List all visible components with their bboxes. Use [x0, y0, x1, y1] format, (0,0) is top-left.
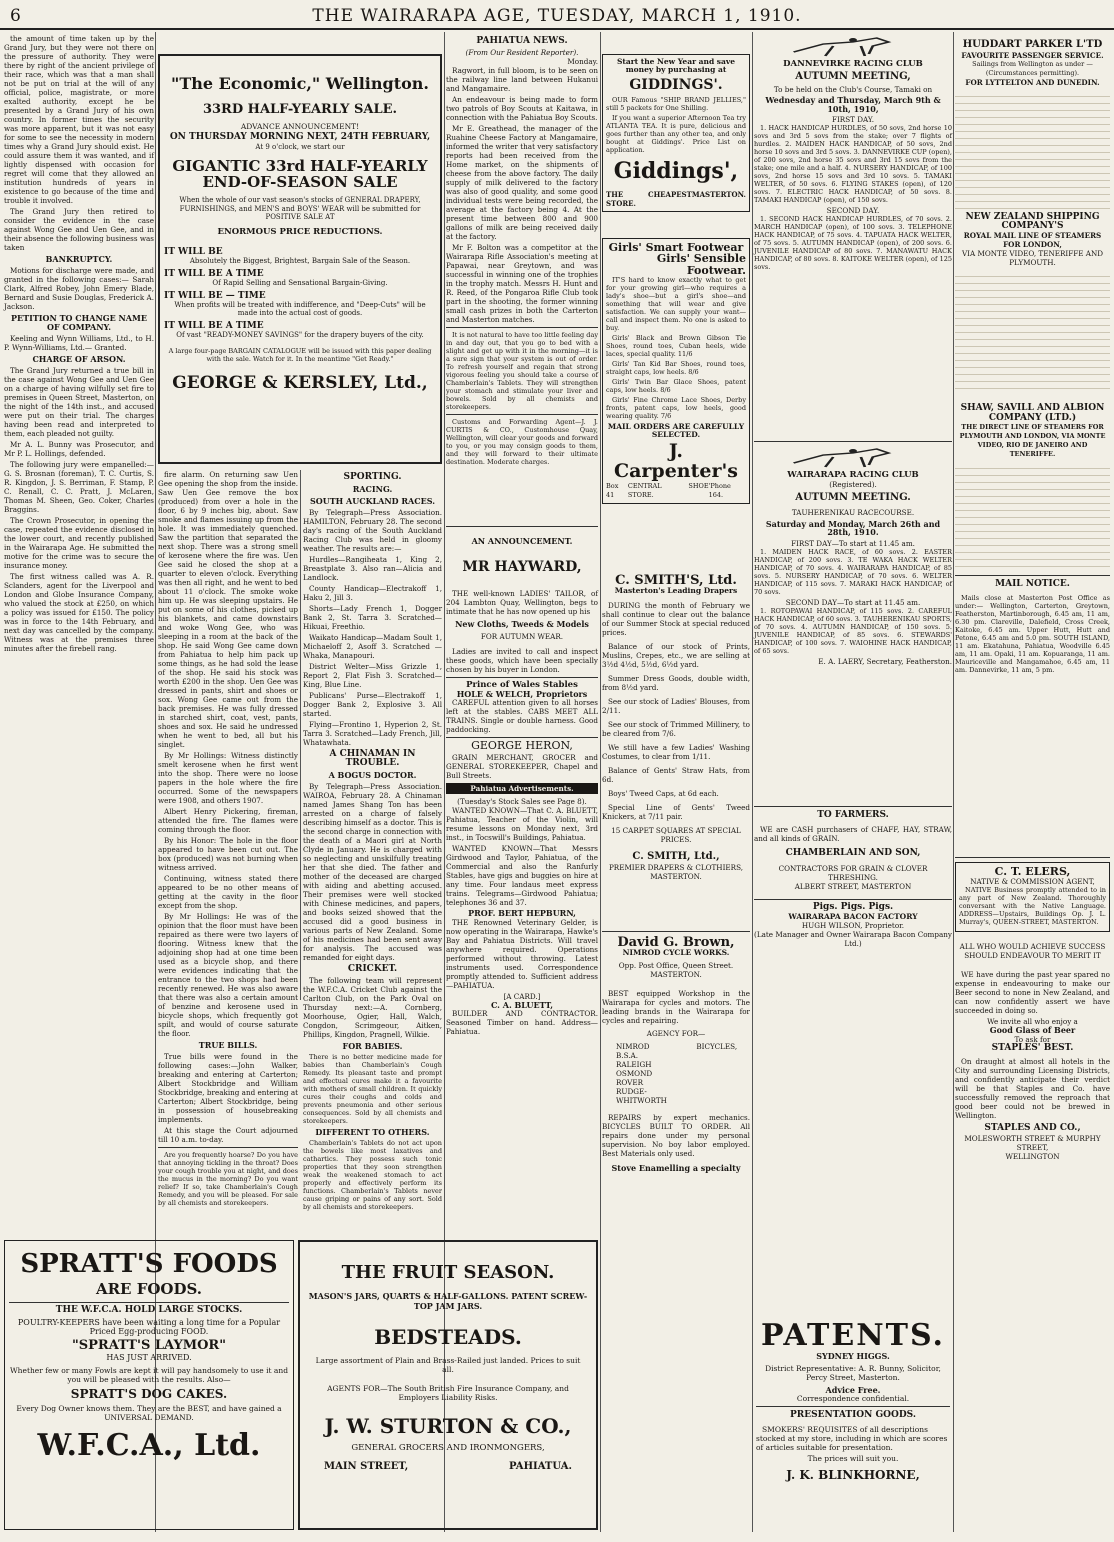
- ad-product: SPRATT'S DOG CAKES.: [70, 1387, 228, 1402]
- ad-firm-name: STAPLES AND CO.,: [984, 1123, 1081, 1134]
- racing-column: [754, 34, 952, 1534]
- tablets-ad: It is not natural to have too little feeling day in and day out, that you go to bed with a slight and get up with it in the morning—it is a sure sign that your system is out of order. To refresh yourself and regain that strong vigorous feeling you should take a course of Chamberlain's Tablets. They will strengthen your stomach and stimulate your liver and bowels. Sold by all chemists and storekeepers.: [446, 331, 598, 411]
- ad-subheadline: ARE FOODS.: [95, 1280, 203, 1299]
- ad-text: THE CHEAPEST STORE.: [606, 189, 692, 208]
- ad-text: REPAIRS by expert mechanics. BICYCLES BUILT TO ORDER. All repairs done under my personal supervision. No boy labor employed. Best Materials only used.: [602, 1113, 750, 1159]
- column-rule: [953, 32, 954, 1532]
- article-paragraph: By Mr Hollings: Witness distinctly smelt kerosene when he first went into the shop. There were no loose papers in the hole where the fire occurred. Some of the newspapers were 1908, and others 1907.: [158, 751, 298, 805]
- ad-text: NIMROD CYCLE WORKS.: [622, 948, 730, 958]
- ad-text: SECOND DAY.: [826, 206, 880, 216]
- brand-list: [616, 1042, 696, 1105]
- mail-notice: Mails close at Masterton Post Office as under:— Wellington, Carterton, Greytown, Featherston, Martinborough, 6.45 am, 11 am, 6.30 pm. Clareville, Dalefield, Cross Creek, Kaitoke, 6.45 am. Upper Hutt, Hutt and Petone, 6.45 am and 5.0 pm. SOUTH ISLAND, 11 am. Ekatahuna, Pahiatua, Woodville 6.45 am, 11 am. Opaki, 11 am. Kopuaranga, 11 am. Mauriceville and Mangamahoe, 6.45 am, 11 am. Dannevirke, 11 am, 5 pm.: [955, 593, 1110, 674]
- ad-text: GENERAL GROCERS AND IRONMONGERS,: [351, 1442, 545, 1453]
- ad-text: Opp. Post Office, Queen Street. MASTERTON.: [618, 961, 734, 980]
- ad-text: Of Rapid Selling and Sensational Bargain-Giving.: [212, 278, 388, 287]
- article-paragraph: District Welter—Miss Grizzle 1, Report 2, Flat Fish 3. Scratched—King, Blue Line.: [303, 662, 442, 689]
- ad-text: ADVANCE ANNOUNCEMENT!: [240, 122, 360, 132]
- ad-text: The prices will suit you.: [807, 1453, 899, 1463]
- ad-text: PREMIER DRAPERS & CLOTHIERS, MASTERTON.: [608, 862, 744, 881]
- ad-text: (Registered).: [829, 480, 877, 490]
- ad-text: New Cloths, Tweeds & Models: [455, 618, 589, 629]
- article-paragraph: Flying—Frontino 1, Hyperion 2, St. Tarra 3. Scratched—Lady French, Jill, Whatawhata.: [303, 720, 442, 747]
- ad-text: Balance of our stock of Prints, Muslins, Crepes, etc., we are selling at 3½d 4½d, 5½d, 6½d yard.: [602, 642, 750, 670]
- section-heading: CHARGE OF ARSON.: [32, 354, 126, 364]
- brand-item: ROVER: [616, 1078, 644, 1088]
- article-paragraph: At this stage the Court adjourned till 10 a.m. to-day.: [158, 1126, 298, 1144]
- ad-text: THE DIRECT LINE OF STEAMERS FOR PLYMOUTH AND LONDON, VIA MONTE VIDEO, RIO DE JANEIRO AND TENERIFFE.: [959, 423, 1106, 459]
- section-heading: FOR BABIES.: [342, 1041, 403, 1051]
- ad-text: Girls' Tan Kid Bar Shoes, round toes, straight caps, low heels. 8/6: [606, 360, 746, 377]
- ad-text: 15 CARPET SQUARES AT SPECIAL PRICES.: [611, 826, 741, 845]
- ad-firm-name: J. K. BLINKHORNE,: [786, 1467, 920, 1482]
- ad-headline: SPRATT'S FOODS: [20, 1249, 278, 1279]
- section-heading: RACING.: [352, 484, 393, 494]
- ad-headline: Pigs. Pigs. Pigs.: [812, 902, 894, 913]
- ad-date: Saturday and Monday, March 26th and 28th, 1910.: [765, 518, 941, 538]
- ad-address: MAIN STREET,: [324, 1460, 409, 1472]
- brand-item: NIMROD: [616, 1042, 650, 1052]
- ad-text: WE are CASH purchasers of CHAFF, HAY, STRAW, and all kinds of GRAIN.: [754, 824, 952, 843]
- ad-text: DURING the month of February we shall continue to clear out the balance of our Summer Stock at special reduced prices.: [602, 601, 750, 638]
- ad-text: ENORMOUS PRICE REDUCTIONS.: [217, 226, 383, 237]
- ad-product: STAPLES' BEST.: [991, 1042, 1074, 1053]
- section-heading: SOUTH AUCKLAND RACES.: [310, 496, 435, 506]
- ad-text: We still have a few Ladies' Washing Costumes, to clear from 1/11.: [602, 743, 750, 762]
- ad-text: THE Renowned Veterinary Gelder, is now operating in the Wairarapa, Hawke's Bay and Pahiatua Districts. Will travel anywhere required. Operations performed without throwing. Latest instruments used. Correspondence promptly attended to. Sufficient address—PAHIATUA.: [446, 917, 598, 990]
- article-paragraph: Motions for discharge were made, and granted in the following cases:— Sarah Clark, Alfred Robey, John Emery Blade, Bernard and Susie Douglas, Frederick A. Jackson.: [4, 266, 154, 311]
- ad-heading: AN ANNOUNCEMENT.: [471, 536, 573, 546]
- ad-text: POULTRY-KEEPERS have been waiting a long time for a Popular Priced Egg-producing FOOD.: [17, 1318, 281, 1337]
- ad-firm-name: C. SMITH'S, Ltd.: [615, 572, 737, 588]
- ad-text: HAS JUST ARRIVED.: [106, 1353, 192, 1363]
- ad-subheadline: 33RD HALF-YEARLY SALE.: [202, 101, 398, 117]
- ad-text: E. A. LAERY, Secretary, Featherston.: [818, 657, 952, 667]
- ad-text: BEST equipped Workshop in the Wairarapa for cycles and motors. The leading brands in the Wairarapa for cycles and repairing.: [602, 989, 750, 1026]
- ad-text: NATIVE & COMMISSION AGENT,: [970, 877, 1095, 887]
- ad-text: IT'S hard to know exactly what to get for your growing girl—who requires a lady's shoe—but a girl's shoe—and something that will wear and give satisfaction. We can supply your want—call and inspect them. No one is asked to buy.: [606, 276, 746, 333]
- section-heading: DIFFERENT TO OTHERS.: [315, 1127, 430, 1137]
- article-paragraph: The Grand Jury then retired to consider the evidence in the case against Wong Gee and Uen Gee, and in their absence the following business was taken: [4, 207, 154, 252]
- cough-remedy-ad: Are you frequently hoarse? Do you have that annoying tickling in the throat? Does your cough trouble you at night, and does the mucus in the morning? Do you want relief? If so, take Chamberlain's Cough Remedy, and you will be pleased. For sale by all chemists and storekeepers.: [158, 1151, 298, 1207]
- court-report-continued: [158, 470, 298, 1207]
- race-list: 1. SECOND HACK HANDICAP HURDLES, of 70 sovs. 2. MARCH HANDICAP (open), of 100 sovs. 3. TELEPHONE HACK HANDICAP, of 75 sovs. 4. TAPUATA HACK WELTER, of 75 sovs. 5. AUTUMN HANDICAP (open), of 200 sovs. 6. JUVENILE HANDICAP of 80 sovs. 7. MANAWATU HACK HANDICAP, of 80 sovs. 8. KAITOKE WELTER (open), of 125 sovs.: [754, 215, 952, 272]
- ad-text: When the whole of our vast season's stocks of GENERAL DRAPERY, FURNISHINGS, and MEN'S and BOYS' WEAR will be submitted for POSITIVE SALE AT: [179, 196, 421, 222]
- wanted-ad: WANTED KNOWN—That C. A. BLUETT, Pahiatua, Teacher of the Violin, will resume lessons on Monday next, 3rd inst., in Tocswill's Buildings, Pahiatua.: [446, 806, 598, 843]
- ad-firm-name: SYDNEY HIGGS.: [816, 1350, 890, 1361]
- ad-firm-name: PROF. BERT HEPBURN,: [468, 908, 576, 919]
- ad-text: CENTRAL SHOE STORE.: [627, 481, 709, 499]
- section-banner: Pahiatua Advertisements.: [446, 783, 598, 794]
- ad-text: ALBERT STREET, MASTERTON: [794, 882, 912, 892]
- ad-text: Box 41: [606, 481, 619, 499]
- article-paragraph: By Telegraph—Press Association. WAIROA, February 28. A Chinaman named James Shang Ton has been arrested on a charge of falsely describing himself as a doctor. This is the second charge in connection with the death of a Maori girl at North Clyde in January. He is charged with so neglecting and unskilfully treating her that she died. The father and mother of the deceased are charged with aiding and abetting accused. Their premises were well stocked with Chinese medicines, and papers, and books seized showed that the accused did a good business in various parts of New Zealand. Some of his medicines had been sent away for analysis. The accused was remanded for eight days.: [303, 782, 442, 962]
- ad-headline: HUDDART PARKER L'TD: [962, 39, 1103, 50]
- ad-text: MAIL ORDERS ARE CAREFULLY SELECTED.: [607, 422, 745, 440]
- ad-headline: AUTUMN MEETING.: [795, 492, 911, 504]
- article-paragraph: The Grand Jury returned a true bill in the case against Wong Gee and Uen Gee on a charge of having wilfully set fire to premises in Queen Street, Masterton, on the night of the 14th inst., and accused were put on their trial. The charges having been read and interpreted to them, each pleaded not guilty.: [4, 366, 154, 438]
- ad-text: FOR AUTUMN WEAR.: [480, 632, 564, 642]
- drapery-column: [602, 34, 750, 1534]
- ad-text: MASTERTON.: [691, 189, 746, 199]
- ad-headline: DANNEVIRKE RACING CLUB: [783, 59, 923, 69]
- ad-text: (Late Manager and Owner Wairarapa Bacon Company Ltd.): [754, 929, 952, 948]
- column-rule: [300, 470, 301, 1000]
- article-paragraph: the amount of time taken up by the Grand Jury, but they were not there on the pressure of authority. They were there by right of the ancient privilege of their race, which was that a man shall not be put on trial at the will of any official, police, magistrate, or more exalted authority, except he be presented by a Grand Jury of his own country. In former times the security was more apparent, but it was not easy for some to see the necessity in modern times why a Grand Jury should exist. He could assure them it was wanted, and if lightly dispensed with occasion for regret will come that they allowed an institution hundreds of years in existence to go because of the time and trouble it involved.: [4, 34, 154, 205]
- ad-firm-name: David G. Brown,: [617, 934, 735, 950]
- article-paragraph: Keeling and Wynn Williams, Ltd., to H. P. Wynn-Williams, Ltd.— Granted.: [4, 334, 154, 352]
- ad-firm-name: C. A. BLUETT,: [490, 999, 554, 1010]
- ad-firm-name: C. T. ELERS,: [994, 864, 1071, 878]
- article-paragraph: The following team will represent the W.F.C.A. Cricket Club against the Carlton Club, on the Park Oval on Thursday next:—A. Cornberg, Moorhouse, Ogier, Hall, Walch, Congdon, Scrimgeour, Aitken, Phillips, Kingdon, Pragnell, Wilkie.: [303, 976, 442, 1039]
- ad-text: AGENTS FOR—The South British Fire Insurance Company, and Employers Liability Risks.: [327, 1383, 569, 1402]
- economic-sale-advertisement: [158, 54, 442, 464]
- ad-headline: PRESENTATION GOODS.: [790, 1410, 916, 1421]
- article-paragraph: Shorts—Lady French 1, Dogger Bank 2, St. Tarra 3. Scratched—Hikuai, Freethio.: [303, 604, 442, 631]
- ad-heading: Prince of Wales Stables: [466, 680, 578, 691]
- steamer-table: [955, 270, 1110, 390]
- article-paragraph: Waikato Handicap—Madam Soult 1, Michaeloff 2, Asoff 3. Scratched —Whaka, Manapouri.: [303, 633, 442, 660]
- ad-text: See our stock of Ladies' Blouses, from 2/11.: [602, 697, 750, 716]
- article-paragraph: By Telegraph—Press Association. HAMILTON, February 28. The second day's racing of the South Auckland Racing Club was held in gloomy weather. The results are:—: [303, 508, 442, 553]
- article-paragraph: The Crown Prosecutor, in opening the case, repeated the evidence disclosed in the lower court, and recently published in the Wairarapa Age. He submitted the motive for the crime was to secure the insurance money.: [4, 516, 154, 570]
- section-heading: SPORTING.: [343, 472, 402, 482]
- ad-text: MASON'S JARS, QUARTS & HALF-GALLONS. PATENT SCREW-TOP JAM JARS.: [308, 1290, 588, 1311]
- ad-text: FIRST DAY.: [831, 115, 874, 125]
- ad-text: OUR Famous "SHIP BRAND JELLIES," still 5 packets for One Shilling.: [606, 96, 746, 113]
- ad-text: FAVOURITE PASSENGER SERVICE.: [961, 50, 1104, 60]
- ad-text: CAREFUL attention given to all horses left at the stables. CABS MEET ALL TRAINS. Single or double harness. Good paddocking.: [446, 698, 598, 735]
- ad-headline: END-OF-SEASON SALE: [202, 172, 398, 191]
- brand-item: RALEIGH: [616, 1060, 652, 1070]
- article-paragraph: Publicans' Purse—Electrakoff 1, Dogger Bank 2, Explosive 3. All started.: [303, 691, 442, 718]
- ad-text: IT WILL BE: [164, 246, 223, 257]
- ad-headline: GIGANTIC 33rd HALF-YEARLY: [172, 156, 428, 175]
- ad-text: THE well-known LADIES' TAILOR, of 204 Lambton Quay, Wellington, begs to intimate that he has now opened up his: [446, 588, 598, 616]
- ad-text: Girls' Twin Bar Glace Shoes, patent caps, low heels. 8/6: [606, 378, 746, 395]
- ad-text: IT WILL BE A TIME: [164, 320, 264, 331]
- ad-text: On draught at almost all hotels in the City and surrounding Licensing Districts, and confidently anticipate their verdict will be that Staples and Co. have successfully removed the reproach that good beer could not be brewed in Wellington.: [955, 1057, 1110, 1121]
- ad-text: Sailings from Wellington as under — (Circumstances permitting).: [972, 59, 1093, 77]
- ad-text: HUGH WILSON, Proprietor.: [801, 920, 905, 930]
- ad-firm-name: C. SMITH, Ltd.,: [632, 851, 720, 863]
- ad-headline: Girls' Smart Footwear: [608, 240, 744, 254]
- article-paragraph: True bills were found in the following cases:—John Walker, breaking and entering at Carterton; Albert Stockbridge and William Stockbridge, breaking and entering at Carterton; Albert Stockbridge, being in possession of housebreaking implements.: [158, 1052, 298, 1124]
- article-paragraph: County Handicap—Electrakoff 1, Haku 2, Jill 3.: [303, 584, 442, 602]
- ad-text: We invite all who enjoy a: [987, 1017, 1078, 1027]
- section-heading: MAIL NOTICE.: [995, 579, 1070, 590]
- ad-text: Balance of Gents' Straw Hats, from 6d.: [602, 766, 750, 785]
- article-paragraph: The following jury were empanelled:—G. S. Brosnan (foreman), T. C. Curtis, S. R. Kingdon, J. S. Berriman, F. Stamp, P. C. Renall, C. C. Pratt, J. McLaren, Thomas M. Sheen, Geo. Coker, Charles Braggins.: [4, 460, 154, 514]
- article-paragraph: Mr E. Greathead, the manager of the Ruahine Cheese Factory at Mangamaire, informed the writer that very satisfactory reports had been received from the Home market, on the shipments of cheese from the above factory. The daily supply of milk delivered to the factory was also of good quality, and some good individual tests were being recorded, the average at the factory being 4. At the present time between 800 and 900 gallons of milk are being received daily at the factory.: [446, 124, 598, 241]
- ad-text: Advice Free.: [825, 1384, 881, 1395]
- masthead: [0, 0, 1114, 30]
- racehorse-illustration: [754, 445, 952, 469]
- ad-text: Of vast "READY-MONEY SAVINGS" for the drapery buyers of the city.: [176, 330, 424, 339]
- ad-text: Every Dog Owner knows them. They are the BEST, and have gained a UNIVERSAL DEMAND.: [16, 1403, 282, 1422]
- ad-product: "SPRATT'S LAYMOR": [71, 1338, 227, 1354]
- section-heading: CRICKET.: [347, 964, 398, 974]
- section-heading: BANKRUPTCY.: [45, 254, 113, 264]
- dateline: Monday.: [567, 57, 598, 66]
- ad-text: When profits will be treated with indifference, and "Deep-Cuts" will be made into the actual cost of goods.: [174, 300, 426, 317]
- ad-text: NATIVE Business promptly attended to in any part of New Zealand. Thoroughly conversant with the Native Language. ADDRESS—Upstairs, Buildings Op. J. L. Murray's, QUEEN-STREET, MASTERTON.: [959, 886, 1106, 927]
- ad-headline: BEDSTEADS.: [374, 1324, 522, 1349]
- ad-text: Good Glass of Beer: [989, 1025, 1076, 1036]
- ad-text: 'Phone 164.: [708, 481, 731, 499]
- article-paragraph: Chamberlain's Tablets do not act upon the bowels like most laxatives and cathartics. They possess such tonic properties that they soon strengthen weak the weakened stomach to act properly and effectively perform its functions. Chamberlain's Tablets never cause griping or pains of any sort. Sold by all chemists and storekeepers.: [303, 1139, 442, 1211]
- article-paragraph: There is no better medicine made for babies than Chamberlain's Cough Remedy. Its pleasant taste and prompt and effectual cures make it a favourite with mothers of small children. It quickly cures their coughs and colds and prevents pneumonia and other serious consequences. Sold by all chemists and storekeepers.: [303, 1053, 442, 1125]
- customs-ad: Customs and Forwarding Agent—J. J. CURTIS & CO., Customhouse Quay, Wellington, will clear your goods and forward to you, or you may consign goods to them, and they will forward to their ultimate destination. Moderate charges.: [446, 418, 598, 466]
- brand-item: RUDGE-WHITWORTH: [616, 1087, 667, 1106]
- ad-text: WELLINGTON: [1005, 1151, 1060, 1161]
- article-paragraph: Mr A. L. Bunny was Prosecutor, and Mr P. L. Hollings, defended.: [4, 440, 154, 458]
- ad-date: ON THURSDAY MORNING NEXT, 24TH FEBRUARY,: [169, 132, 431, 143]
- ad-headline: WAIRARAPA RACING CLUB: [787, 470, 919, 481]
- ad-text: Special Line of Gents' Tweed Knickers, at 7/11 pair.: [602, 803, 750, 822]
- ad-text: To be held on the Club's Course, Tamaki on: [773, 85, 933, 95]
- ad-firm-name: Giddings',: [613, 158, 739, 185]
- ad-text: Girls' Black and Brown Gibson Tie Shoes, round toes, Cuban heels, wide laces, special quality. 11/6: [606, 334, 746, 359]
- article-paragraph: Continuing, witness stated there appeared to be no other means of getting at the cavity in the floor except from the shop.: [158, 874, 298, 910]
- ad-town: PAHIATUA.: [509, 1460, 572, 1472]
- ad-text: VIA MONTE VIDEO, TENERIFFE AND PLYMOUTH.: [961, 249, 1104, 268]
- section-heading: PAHIATUA NEWS.: [476, 36, 568, 46]
- ad-firm-name: J. Carpenter's: [613, 439, 739, 482]
- ad-text: WE have during the past year spared no expense in endeavouring to make our Beer second to none in New Zealand, and can now confidently assert we have succeeded in doing so.: [955, 970, 1110, 1016]
- section-heading: A CHINAMAN IN TROUBLE.: [329, 749, 416, 768]
- ad-text: THE W.F.C.A. HOLD LARGE STOCKS.: [55, 1305, 243, 1316]
- byline: (From Our Resident Reporter).: [465, 48, 579, 57]
- patents-blinkhorne-ads: [756, 1320, 950, 1530]
- ad-text: Whether few or many Fowls are kept it will pay handsomely to use it and you will be pleased with the results. Also—: [9, 1366, 289, 1385]
- ad-firm-name: J. W. STURTON & CO.,: [324, 1413, 572, 1438]
- ad-text: Summer Dress Goods, double width, from 8½d yard.: [602, 674, 750, 693]
- brand-item: OSMOND: [616, 1069, 653, 1079]
- ad-text: If you want a superior Afternoon Tea try ATLANTA TEA. It is pure, delicious and goes further than any other tea, and only bought at Giddings'. Price List on application.: [606, 114, 746, 155]
- sailing-schedule: [955, 90, 1110, 210]
- ad-headline: GIDDINGS'.: [629, 76, 723, 93]
- ad-text: GRAIN MERCHANT, GROCER and GENERAL STOREKEEPER, Chapel and Bull Streets.: [446, 753, 598, 781]
- ad-headline: "The Economic," Wellington.: [171, 74, 429, 93]
- ad-firm-name: HOLE & WELCH, Proprietors: [456, 689, 588, 699]
- article-paragraph: An endeavour is being made to form two patrols of Boy Scouts at Kaitawa, in connection with the Pahiatua Boy Scouts.: [446, 95, 598, 122]
- ad-text: BUILDER AND CONTRACTOR. Seasoned Timber on hand. Address— Pahiatua.: [446, 1009, 598, 1037]
- racehorse-illustration: [754, 34, 952, 58]
- spratts-advertisement: [4, 1240, 294, 1530]
- ad-text: IT WILL BE — TIME: [164, 290, 266, 301]
- article-paragraph: By his Honor: The hole in the floor appeared to have been cut out. The box (produced) was not burning when witness arrived.: [158, 836, 298, 872]
- ad-text: Boys' Tweed Caps, at 6d each.: [608, 789, 719, 799]
- race-list: 1. HACK HANDICAP HURDLES, of 50 sovs, 2nd horse 10 sovs and 3rd 5 sovs from the stake; over 7 flights of hurdles. 2. MAIDEN HACK HANDICAP, of 50 sovs, 2nd horse 10 sovs and 3rd 5 sovs. 3. DANNEVIRKE CUP (open), of 200 sovs, 2nd horse 35 sovs and 3rd 15 sovs from the stake; one mile and a half. 4. NURSERY HANDICAP, of 100 sovs, 2nd horse 15 sovs and 3rd 10 sovs. 5. TAMAKI WELTER, of 50 sovs. 6. FLYING STAKES (open), of 120 sovs. 7. ELECTRIC HACK HANDICAP, of 50 sovs. 8. TAMAKI HANDICAP (open), of 150 sovs.: [754, 124, 952, 205]
- ad-text: IT WILL BE A TIME: [164, 268, 264, 279]
- ad-text: To ask for: [1014, 1034, 1051, 1044]
- ad-text: TAUHERENIKAU RACECOURSE.: [791, 507, 915, 517]
- pahiatua-column: [446, 34, 598, 1534]
- article-paragraph: Mr F. Bolton was a competitor at the Wairarapa Rifle Association's meeting at Papawai, near Greytown, and was successful in winning one of the trophies in the trophy match. Messrs H. Hunt and R. Reed, of the Pongaroa Rifle Club took part in the shooting, the former winning small cash prizes in both the Carterton and Masterton matches.: [446, 243, 598, 324]
- ad-text: At 9 o'clock, we start our: [255, 142, 345, 151]
- ad-text: Girls' Fine Chrome Lace Shoes, Derby fronts, patent caps, low heels, good wearing quality. 7/6: [606, 396, 746, 421]
- race-list: 1. ROTOPAWAI HANDICAP, of 115 sovs. 2. CAREFUL HACK HANDICAP, of 60 sovs. 3. TAUHERENIKAU SPORTS, of 70 sovs. 4. AUTUMN HANDICAP, of 150 sovs. 5. JUVENILE HANDICAP, of 85 sovs. 6. STEWARDS' HANDICAP, of 100 sovs. 7. WAIOHINE HACK HANDICAP, of 65 sovs.: [754, 607, 952, 656]
- ad-headline: Girls' Sensible Footwear.: [656, 252, 746, 277]
- court-report-column: [4, 34, 154, 1054]
- ad-headline: NEW ZEALAND SHIPPING COMPANY'S: [965, 211, 1100, 231]
- wanted-ad: WANTED KNOWN—That Messrs Girdwood and Taylor, Pahiatua, of the Commercial and also the Ranfurly Stables, have gigs and buggies on hire at any time. Four landaus meet express trains. Telegrams—Girdwood Pahiatua; telephones 36 and 37.: [446, 844, 598, 908]
- ad-headline: PATENTS.: [761, 1318, 945, 1353]
- shipping-column: [955, 34, 1110, 1534]
- sporting-column: [303, 470, 442, 1211]
- section-heading: A BOGUS DOCTOR.: [328, 770, 417, 780]
- ad-firm-name: GEORGE & KERSLEY, Ltd.,: [172, 372, 428, 393]
- ad-text: FOR LYTTELTON AND DUNEDIN.: [965, 77, 1100, 87]
- race-list: 1. MAIDEN HACK RACE, of 60 sovs. 2. EASTER HANDICAP, of 200 sovs. 3. TE WAKA HACK WELTER HANDICAP, of 70 sovs. 4. WAIRARAPA HANDICAP, of 85 sovs. 5. NURSERY HANDICAP, of 70 sovs. 6. WELTER HANDICAP, of 115 sovs. 7. MARAKI HACK HANDICAP, of 70 sovs.: [754, 548, 952, 597]
- article-paragraph: Hurdles—Rangiheata 1, King 2, Breastplate 3. Also ran—Alicia and Landlock.: [303, 555, 442, 582]
- ad-text: ALL WHO WOULD ACHIEVE SUCCESS SHOULD ENDEAVOUR TO MERIT IT: [959, 942, 1106, 961]
- ad-text: CONTRACTORS FOR GRAIN & CLOVER THRESHING.: [778, 864, 928, 883]
- article-paragraph: Albert Henry Pickering, fireman, attended the fire. The flames were coming through the floor.: [158, 807, 298, 834]
- page-number: 6: [10, 6, 21, 26]
- ad-text: District Representative: A. R. Bunny, Solicitor, Percy Street, Masterton.: [765, 1363, 941, 1382]
- column-rule: [600, 32, 601, 1532]
- section-heading: PETITION TO CHANGE NAME OF COMPANY.: [11, 313, 147, 332]
- ad-headline: SHAW, SAVILL AND ALBION COMPANY (LTD.): [960, 403, 1105, 423]
- ad-text: Start the New Year and save money by purchasing at: [616, 57, 736, 74]
- newspaper-title: THE WAIRARAPA AGE, TUESDAY, MARCH 1, 1910.: [312, 6, 802, 26]
- article-paragraph: The first witness called was A. R. Sclanders, agent for the Liverpool and London and Globe Insurance Company, who valued the stock at £250, on which a policy was issued for £150. The policy was in force to the 14th February, and next day was cancelled by the company. Witness was at the premises three minutes after the firebell rang.: [4, 572, 154, 653]
- ad-text: Large assortment of Plain and Brass-Railed just landed. Prices to suit all.: [315, 1355, 581, 1374]
- ad-firm-name: CHAMBERLAIN AND SON,: [785, 847, 921, 858]
- ad-firm-name: MR HAYWARD,: [462, 559, 582, 575]
- ad-text: SECOND DAY—To start at 11.45 am.: [785, 598, 921, 608]
- ad-text: (Tuesday's Stock Sales see Page 8).: [457, 797, 587, 807]
- ad-text: See our stock of Trimmed Millinery, to be cleared from 7/6.: [602, 720, 750, 739]
- ad-headline: AUTUMN MEETING,: [795, 70, 911, 82]
- ad-headline: TO FARMERS.: [817, 810, 889, 821]
- article-paragraph: Ragwort, in full bloom, is to be seen on the railway line land between Hukanui and Mangamaire.: [446, 66, 598, 93]
- ad-text: Correspondence confidential.: [796, 1394, 910, 1404]
- steamer-table: [955, 462, 1110, 572]
- ad-date: Wednesday and Thursday, March 9th & 10th, 1910,: [765, 95, 941, 114]
- ad-text: Stove Enamelling a specialty: [611, 1163, 741, 1174]
- ad-text: FIRST DAY—To start at 11.45 am.: [791, 539, 915, 549]
- column-rule: [752, 32, 753, 1532]
- ad-text: MOLESWORTH STREET & MURPHY STREET,: [964, 1133, 1101, 1152]
- ad-text: Ladies are invited to call and inspect these goods, which have been specially chosen by his buyer in London.: [446, 647, 598, 675]
- ad-text: AGENCY FOR—: [646, 1029, 706, 1039]
- ad-firm-name: WAIRARAPA BACON FACTORY: [788, 911, 918, 921]
- ad-firm-name: GEORGE HERON,: [471, 739, 573, 753]
- brand-item: B.S.A.: [616, 1051, 638, 1061]
- article-paragraph: fire alarm. On returning saw Uen Gee opening the shop from the inside. Saw Uen Gee remove the box (produced) from over a hole in the floor, 6 by 9 inches big, about. Saw smoke and flames issuing up from the hole. It was immediately quenched. Saw the partition that separated the next shop. There was a strong smell of kerosene where the fire was. Uen Gee said he closed the shop at a quarter to eleven o'clock. Everything was then all right, and he went to bed about 11 o'clock. The smoke woke him up. He was sleeping upstairs. He put on some of his clothes, picked up his blankets, and came downstairs and woke Wong Gee, who was sleeping in a room at the back of the shop. He said Wong Gee came down from Pahiatua to help him pack up some things, as he had sold the lease of the shop. He said his stock was worth £200 in the shop. Uen Gee was dressed in pants, shirt and shoes or sox. Wong Gee came out from the back premises. He was fully dressed in starched shirt, coat, vest, pants, shoes and sox. He said he undressed when he went to bed, all but his singlet.: [158, 470, 298, 749]
- ad-text: BICYCLES,: [696, 1042, 738, 1052]
- article-paragraph: By Mr Hollings: He was of the opinion that the floor must have been repaired as there were two layers of flooring. Witness knew that the adjoining shop had at one time been used as a bicycle shop, and there were evidences indicating that the entrance to the two shops had been recently renewed. He was also aware that there was also a certain amount of benzine and kerosene used in bicycle shops, which frequently got spilt, and would of course saturate the floor.: [158, 912, 298, 1038]
- section-heading: TRUE BILLS.: [198, 1040, 258, 1050]
- ad-text: ROYAL MAIL LINE OF STEAMERS FOR LONDON,: [963, 231, 1102, 250]
- ad-text: A large four-page BARGAIN CATALOGUE will be issued with this paper dealing with the sale. Watch for it. In the meantime "Get Ready.": [168, 346, 432, 363]
- ad-text: SMOKERS' REQUISITES of all descriptions stocked at my store, including in which are scores of articles suitable for presentation.: [756, 1424, 948, 1452]
- ad-headline: THE FRUIT SEASON.: [341, 1262, 555, 1283]
- ad-firm-name: W.F.C.A., Ltd.: [37, 1427, 261, 1463]
- ad-text: [A CARD.]: [503, 991, 541, 1001]
- ad-text: Absolutely the Biggest, Brightest, Bargain Sale of the Season.: [189, 256, 411, 265]
- ad-text: Masterton's Leading Drapers: [614, 586, 738, 596]
